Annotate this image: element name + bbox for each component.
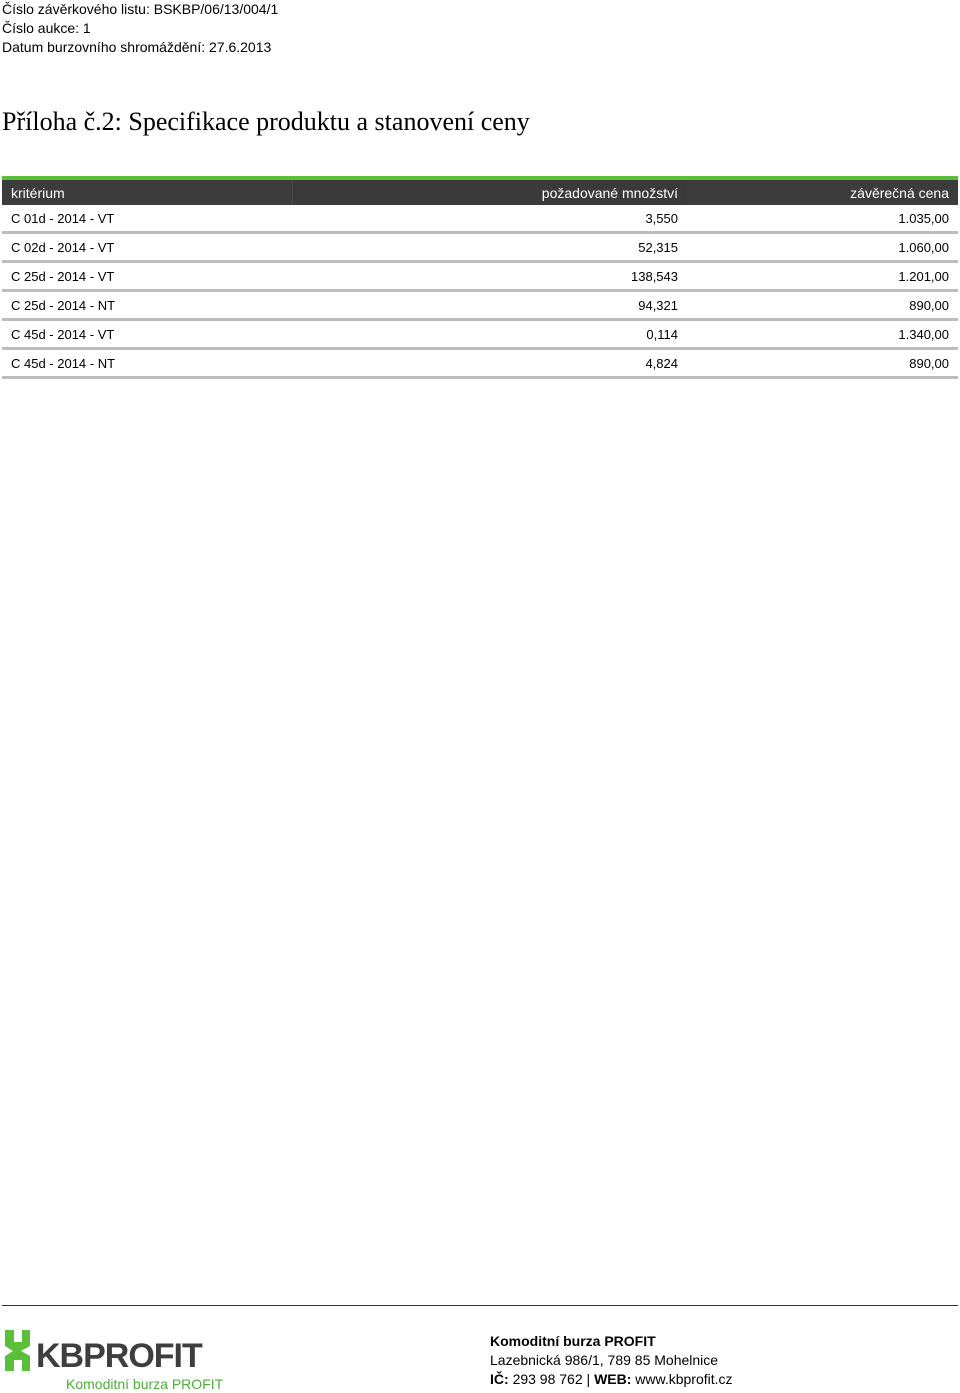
kbprofit-logo <box>2 1325 232 1393</box>
column-header-price: závěrečná cena <box>687 178 958 205</box>
ic-value: 293 98 762 <box>512 1371 583 1387</box>
logo-wordmark: KBPROFIT <box>36 1337 202 1375</box>
price-cell: 1.060,00 <box>687 233 958 262</box>
price-cell: 890,00 <box>687 291 958 320</box>
quantity-cell: 52,315 <box>292 233 687 262</box>
company-name: Komoditní burza PROFIT <box>490 1333 656 1349</box>
company-address: Lazebnická 986/1, 789 85 Mohelnice <box>490 1352 719 1368</box>
table-row <box>2 233 958 262</box>
auction-number: Číslo aukce: 1 <box>2 20 91 36</box>
criterion-cell: C 01d - 2014 - VT <box>2 205 292 233</box>
session-date: Datum burzovního shromáždění: 27.6.2013 <box>2 39 272 55</box>
criterion-cell: C 02d - 2014 - VT <box>2 233 292 262</box>
price-cell: 890,00 <box>687 349 958 378</box>
web-label: WEB: <box>594 1371 632 1387</box>
logo-subtitle: Komoditní burza PROFIT <box>66 1376 224 1392</box>
table-row <box>2 291 958 320</box>
price-cell: 1.035,00 <box>687 205 958 233</box>
column-header-criterion: kritérium <box>2 178 292 205</box>
price-cell: 1.201,00 <box>687 262 958 291</box>
footer-divider <box>2 1305 958 1306</box>
table-header-row <box>2 178 958 205</box>
table-row <box>2 262 958 291</box>
contact-separator: | <box>586 1371 591 1387</box>
web-link[interactable]: www.kbprofit.cz <box>635 1371 733 1387</box>
quantity-cell: 94,321 <box>292 291 687 320</box>
ic-label: IČ: <box>490 1371 509 1387</box>
quantity-cell: 138,543 <box>292 262 687 291</box>
criterion-cell: C 45d - 2014 - VT <box>2 320 292 349</box>
company-ids <box>490 1370 733 1389</box>
table-row <box>2 320 958 349</box>
quantity-cell: 3,550 <box>292 205 687 233</box>
logo-mark-icon <box>2 1328 32 1373</box>
table-row <box>2 349 958 378</box>
table-row <box>2 205 958 233</box>
specification-table <box>2 176 958 379</box>
page-title: Příloha č.2: Specifikace produktu a stanovení ceny <box>2 107 530 136</box>
quantity-cell: 0,114 <box>292 320 687 349</box>
criterion-cell: C 25d - 2014 - NT <box>2 291 292 320</box>
criterion-cell: C 45d - 2014 - NT <box>2 349 292 378</box>
quantity-cell: 4,824 <box>292 349 687 378</box>
contact-block <box>490 1332 733 1389</box>
contract-number: Číslo závěrkového listu: BSKBP/06/13/004/1 <box>2 1 279 17</box>
document-header <box>2 0 278 57</box>
criterion-cell: C 25d - 2014 - VT <box>2 262 292 291</box>
column-header-quantity: požadované množství <box>292 178 687 205</box>
price-cell: 1.340,00 <box>687 320 958 349</box>
